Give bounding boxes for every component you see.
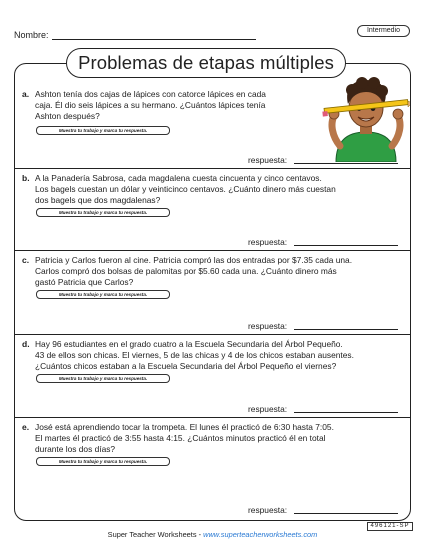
page-title: Problemas de etapas múltiples (66, 48, 346, 78)
show-work-label: Muestra tu trabajo y marca tu respuesta. (36, 290, 170, 299)
answer-label: respuesta: (248, 237, 288, 247)
problem-text (35, 339, 354, 372)
problem-letter: e. (22, 422, 30, 432)
answer-field[interactable] (294, 412, 398, 413)
problem-line: Ashton después? (35, 111, 100, 121)
answer-label: respuesta: (248, 321, 288, 331)
name-label: Nombre: (14, 30, 49, 40)
level-badge: Intermedio (357, 25, 410, 37)
divider (14, 168, 411, 169)
problem-line: durante los dos días? (35, 444, 116, 454)
problem-line: dos bagels que dos magdalenas? (35, 195, 161, 205)
answer-label: respuesta: (248, 505, 288, 515)
footer (0, 530, 425, 539)
problem-line: José está aprendiendo tocar la trompeta. El lunes él practicó de 6:30 hasta 7:05. (35, 422, 334, 432)
problem-letter: c. (22, 255, 30, 265)
answer-field[interactable] (294, 513, 398, 514)
problem-line: Ashton tenía dos cajas de lápices con catorce lápices en cada (35, 89, 266, 99)
problem-line: Carlos compró dos bolsas de palomitas por $5.60 cada una. ¿Cuánto dinero más (35, 266, 337, 276)
name-field[interactable] (52, 39, 256, 40)
problem-line: El martes él practicó de 3:55 hasta 4:15. ¿Cuántos minutos practicó él en total (35, 433, 326, 443)
problem-text (35, 173, 336, 206)
problem-line: 43 de ellos son chicas. El viernes, 5 de las chicas y 4 de los chicos estaban ausentes. (35, 350, 354, 360)
problem-line: Patricia y Carlos fueron al cine. Patricia compró las dos entradas por $7.35 cada una. (35, 255, 353, 265)
problem-line: Los bagels cuestan un dólar y veinticinco centavos. ¿Cuánto dinero más cuestan (35, 184, 336, 194)
answer-field[interactable] (294, 163, 398, 164)
problem-text (35, 89, 266, 122)
boy-illustration (322, 66, 410, 162)
problem-line: caja. Él dio seis lápices a su hermano. ¿Cuántos lápices tenía (35, 100, 266, 110)
show-work-label: Muestra tu trabajo y marca tu respuesta. (36, 208, 170, 217)
problem-letter: d. (22, 339, 30, 349)
divider (14, 417, 411, 418)
footer-separator: - (196, 530, 204, 539)
worksheet-code: 496121-SP (367, 522, 413, 531)
divider (14, 250, 411, 251)
footer-url-link[interactable]: www.superteacherworksheets.com (203, 530, 318, 539)
problem-letter: a. (22, 89, 30, 99)
divider (14, 334, 411, 335)
problem-text (35, 255, 352, 288)
footer-brand: Super Teacher Worksheets (107, 530, 197, 539)
problem-text (35, 422, 334, 455)
answer-field[interactable] (294, 245, 398, 246)
answer-label: respuesta: (248, 155, 288, 165)
show-work-label: Muestra tu trabajo y marca tu respuesta. (36, 374, 170, 383)
problem-letter: b. (22, 173, 30, 183)
problem-line: Hay 96 estudiantes en el grado cuatro a la Escuela Secundaria del Árbol Pequeño. (35, 339, 343, 349)
answer-label: respuesta: (248, 404, 288, 414)
show-work-label: Muestra tu trabajo y marca tu respuesta. (36, 126, 170, 135)
problem-line: ¿Cuántos chicos estaban a la Escuela Secundaria del Árbol Pequeño el viernes? (35, 361, 337, 371)
show-work-label: Muestra tu trabajo y marca tu respuesta. (36, 457, 170, 466)
problem-line: A la Panadería Sabrosa, cada magdalena cuesta cincuenta y cinco centavos. (35, 173, 322, 183)
problem-line: gastó Patricia que Carlos? (35, 277, 134, 287)
answer-field[interactable] (294, 329, 398, 330)
